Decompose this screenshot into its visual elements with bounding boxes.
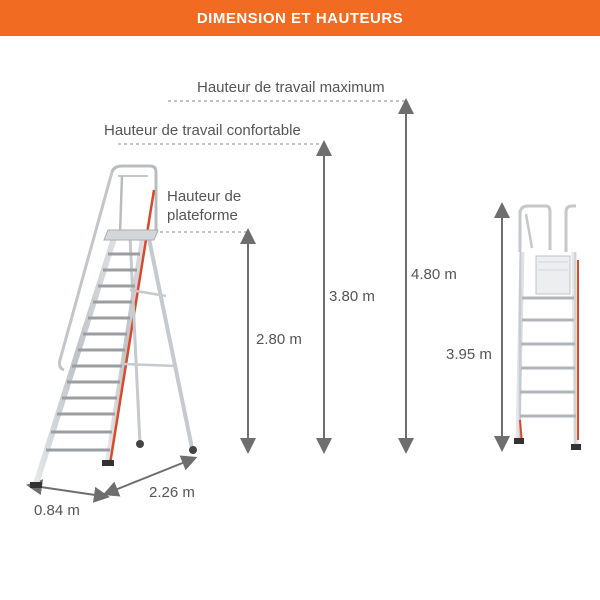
- max-working-height-value: 4.80 m: [411, 266, 457, 283]
- depth-arrow: [110, 460, 190, 492]
- folded-ladder-illustration: [514, 206, 581, 450]
- platform-ladder-illustration: [30, 166, 197, 488]
- platform-height-label-line2: plateforme: [167, 207, 238, 224]
- platform-height-value: 2.80 m: [256, 331, 302, 348]
- comfortable-working-height-value: 3.80 m: [329, 288, 375, 305]
- header-title: DIMENSION ET HAUTEURS: [196, 9, 404, 27]
- depth-value: 2.26 m: [149, 484, 195, 501]
- width-arrow: [34, 486, 102, 496]
- folded-height-value: 3.95 m: [446, 346, 492, 363]
- max-working-height-label: Hauteur de travail maximum: [197, 79, 385, 96]
- platform-height-label-line1: Hauteur de: [167, 188, 242, 205]
- comfortable-working-height-label: Hauteur de travail confortable: [104, 122, 301, 139]
- width-value: 0.84 m: [34, 502, 80, 519]
